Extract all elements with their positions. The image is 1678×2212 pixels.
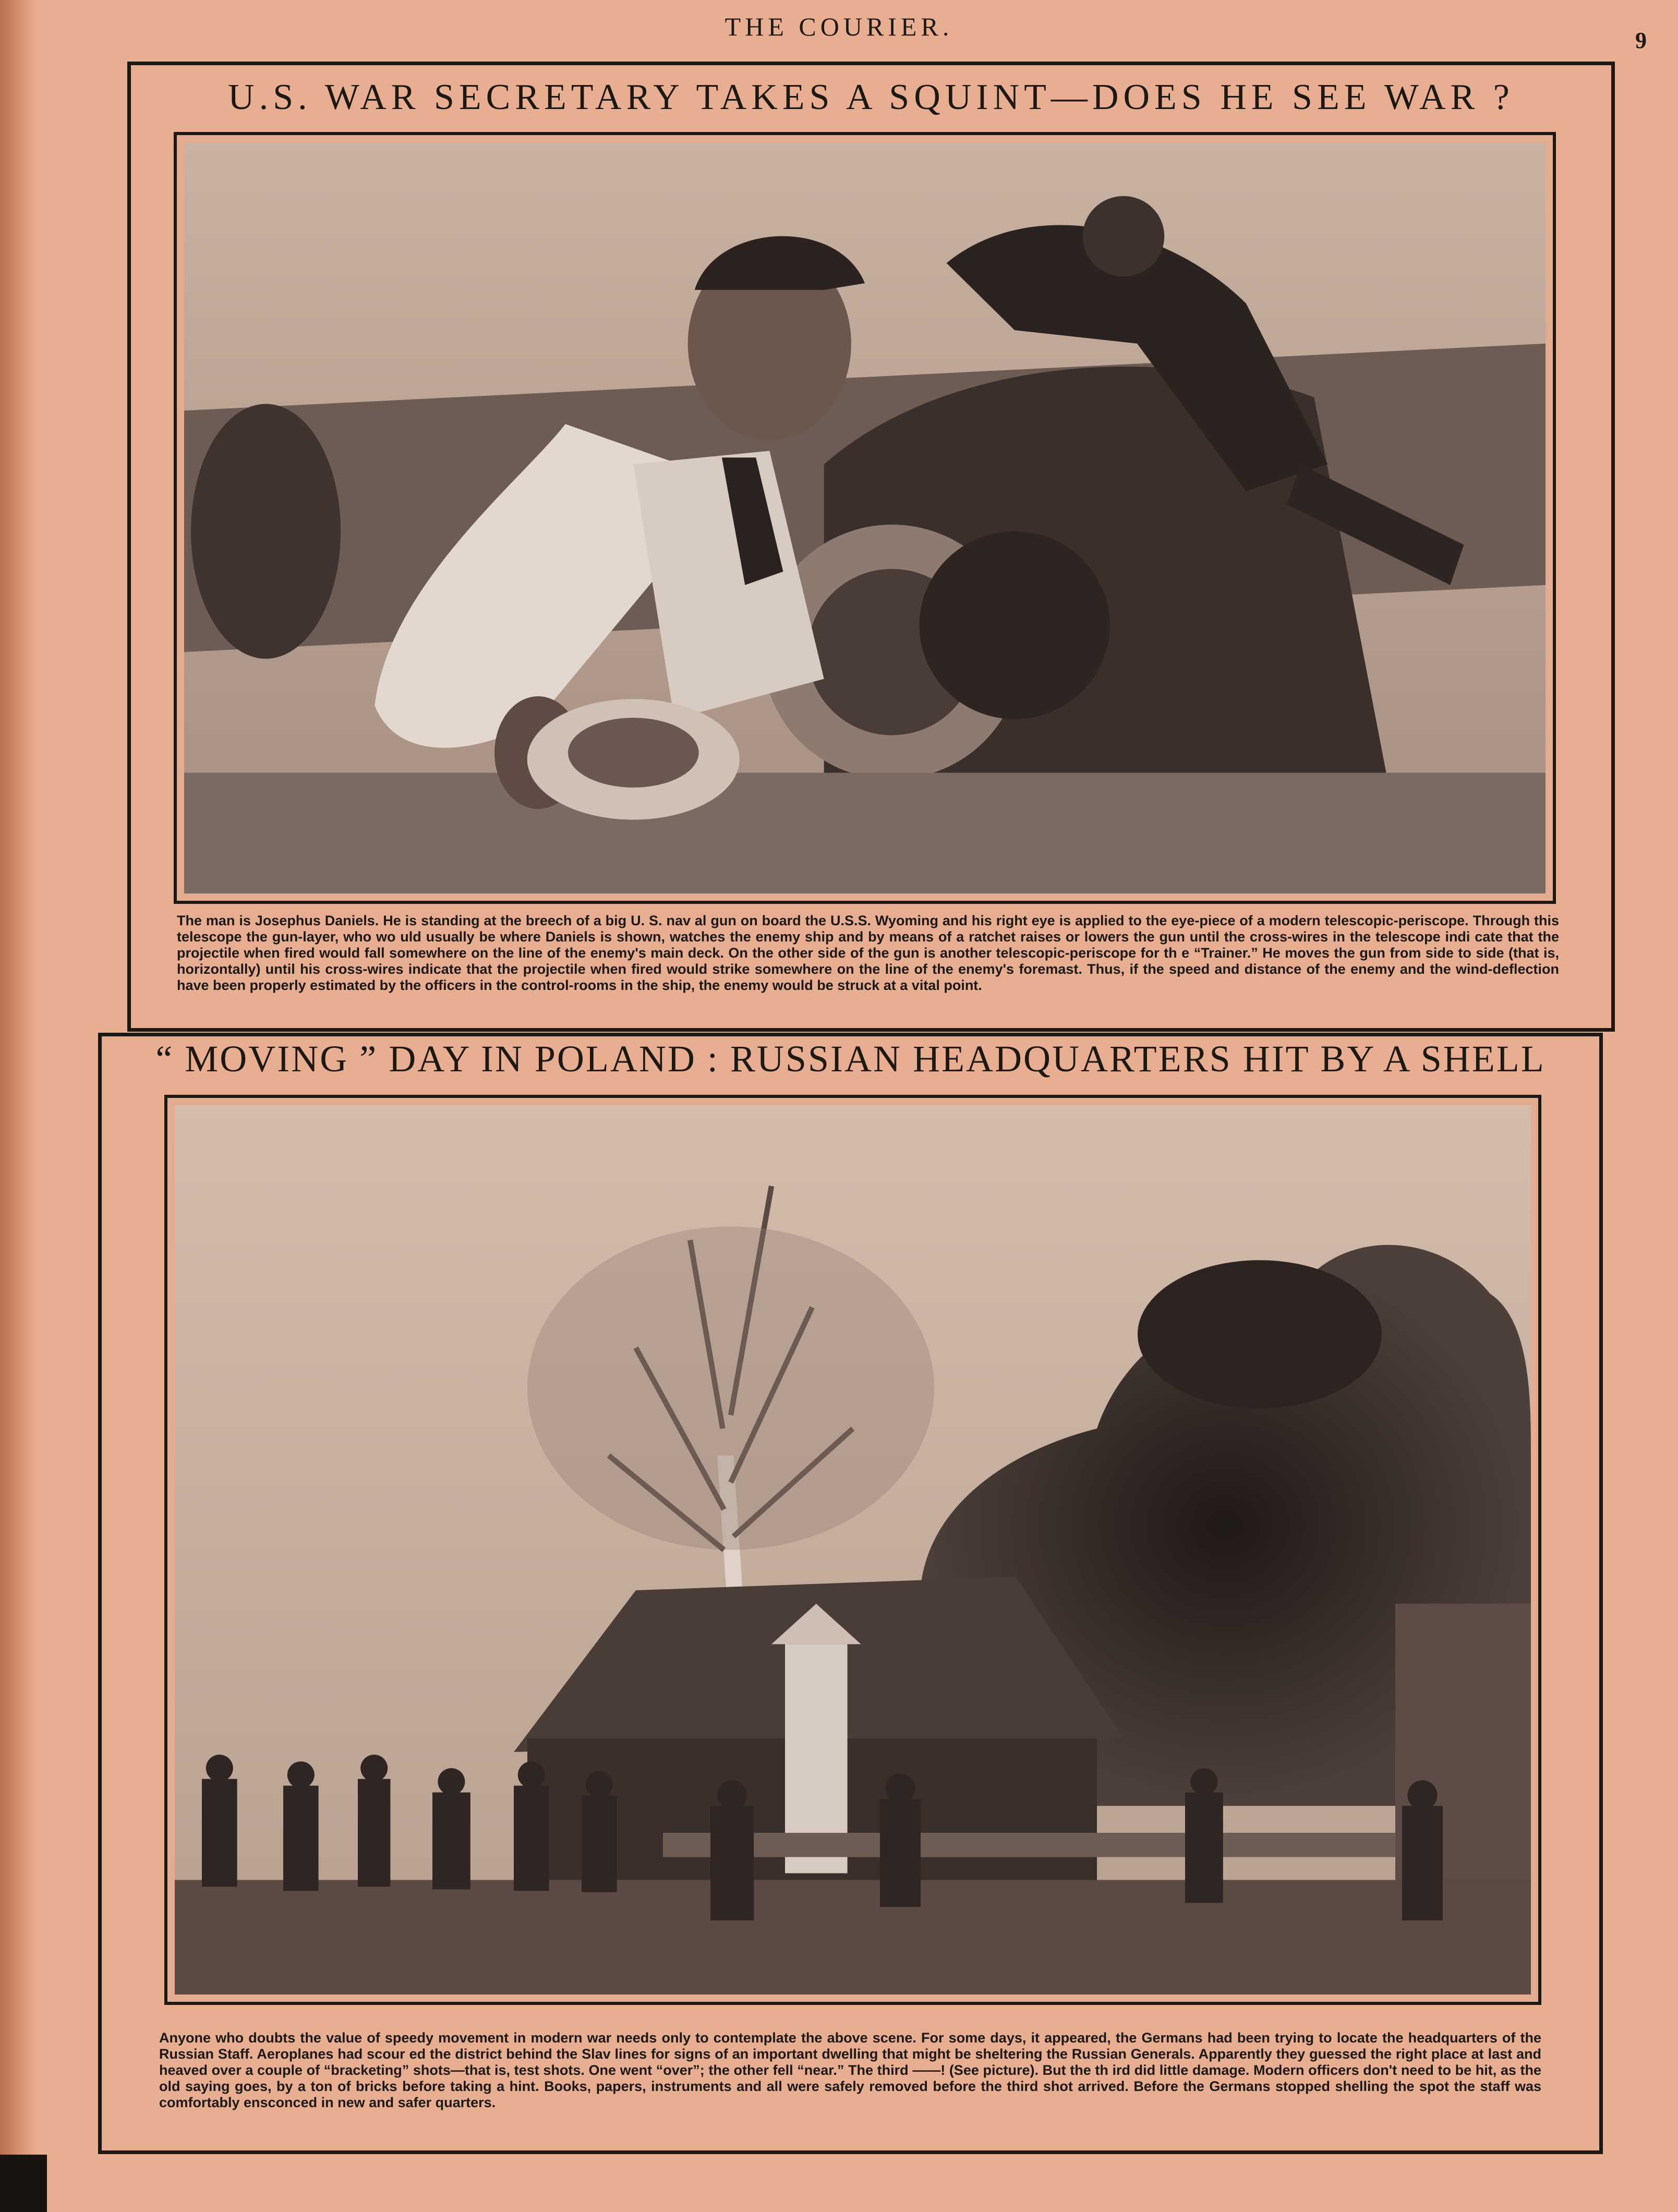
article-frame-bottom	[98, 1033, 1603, 2154]
scan-corner	[0, 2155, 47, 2212]
page-number: 9	[1635, 28, 1647, 53]
photo-daniels-graphic	[184, 142, 1546, 893]
photo-headquarters-graphic	[175, 1105, 1531, 1995]
photo-daniels-at-naval-gun	[174, 132, 1556, 904]
photo-russian-headquarters-shelled	[164, 1095, 1541, 2005]
running-head: THE COURIER.	[725, 12, 953, 41]
headline-war-secretary: U.S. WAR SECRETARY TAKES A SQUINT—DOES HE SEE WAR ?	[228, 77, 1514, 117]
page-spine-shadow	[0, 0, 37, 2212]
caption-moving-day-poland: Anyone who doubts the value of speedy movement in modern war needs only to contemplate the above scene. For some days, it appeared, the Germans had been trying to locate the headquarters of the Russian Staff. Aeroplanes had scour ed the district behind the Slav lines for signs of an important dwelling that might be sheltering the Russian Generals. Apparently they guessed the right place at last and heaved over a couple of “bracketing” shots—that is, test shots. One went “over”; the other fell “near.” The third ——! (See picture). But the th ird did little damage. Modern officers don't need to be hit, as the old saying goes, by a ton of bricks before taking a hint. Books, papers, instruments and all were safely removed before the third shot arrived. Before the Germans stopped shelling the spot the staff was comfortably ensconced in new and safer quarters.	[159, 2030, 1541, 2110]
headline-moving-day-poland: “ MOVING ” DAY IN POLAND : RUSSIAN HEADQUARTERS HIT BY A SHELL	[155, 1038, 1546, 1080]
article-frame-top	[127, 62, 1615, 1032]
caption-war-secretary: The man is Josephus Daniels. He is standing at the breech of a big U. S. nav al gun on board the U.S.S. Wyoming and his right eye is applied to the eye-piece of a modern telescopic-periscope. Through this telescope the gun-layer, who wo uld usually be where Daniels is shown, watches the enemy ship and by means of a ratchet raises or lowers the gun until the cross-wires in the telescope indi cate that the projectile when fired would fall somewhere on the line of the enemy's main deck. On the other side of the gun is another telescopic-periscope for th e “Trainer.” He moves the gun from side to side (that is, horizontally) until his cross-wires indicate that the projectile when fired would strike somewhere on the line of the enemy's foremast. Thus, if the speed and distance of the enemy and the wind-deflection have been properly estimated by the officers in the control-rooms in the ship, the enemy would be struck at a vital point.	[177, 913, 1559, 993]
